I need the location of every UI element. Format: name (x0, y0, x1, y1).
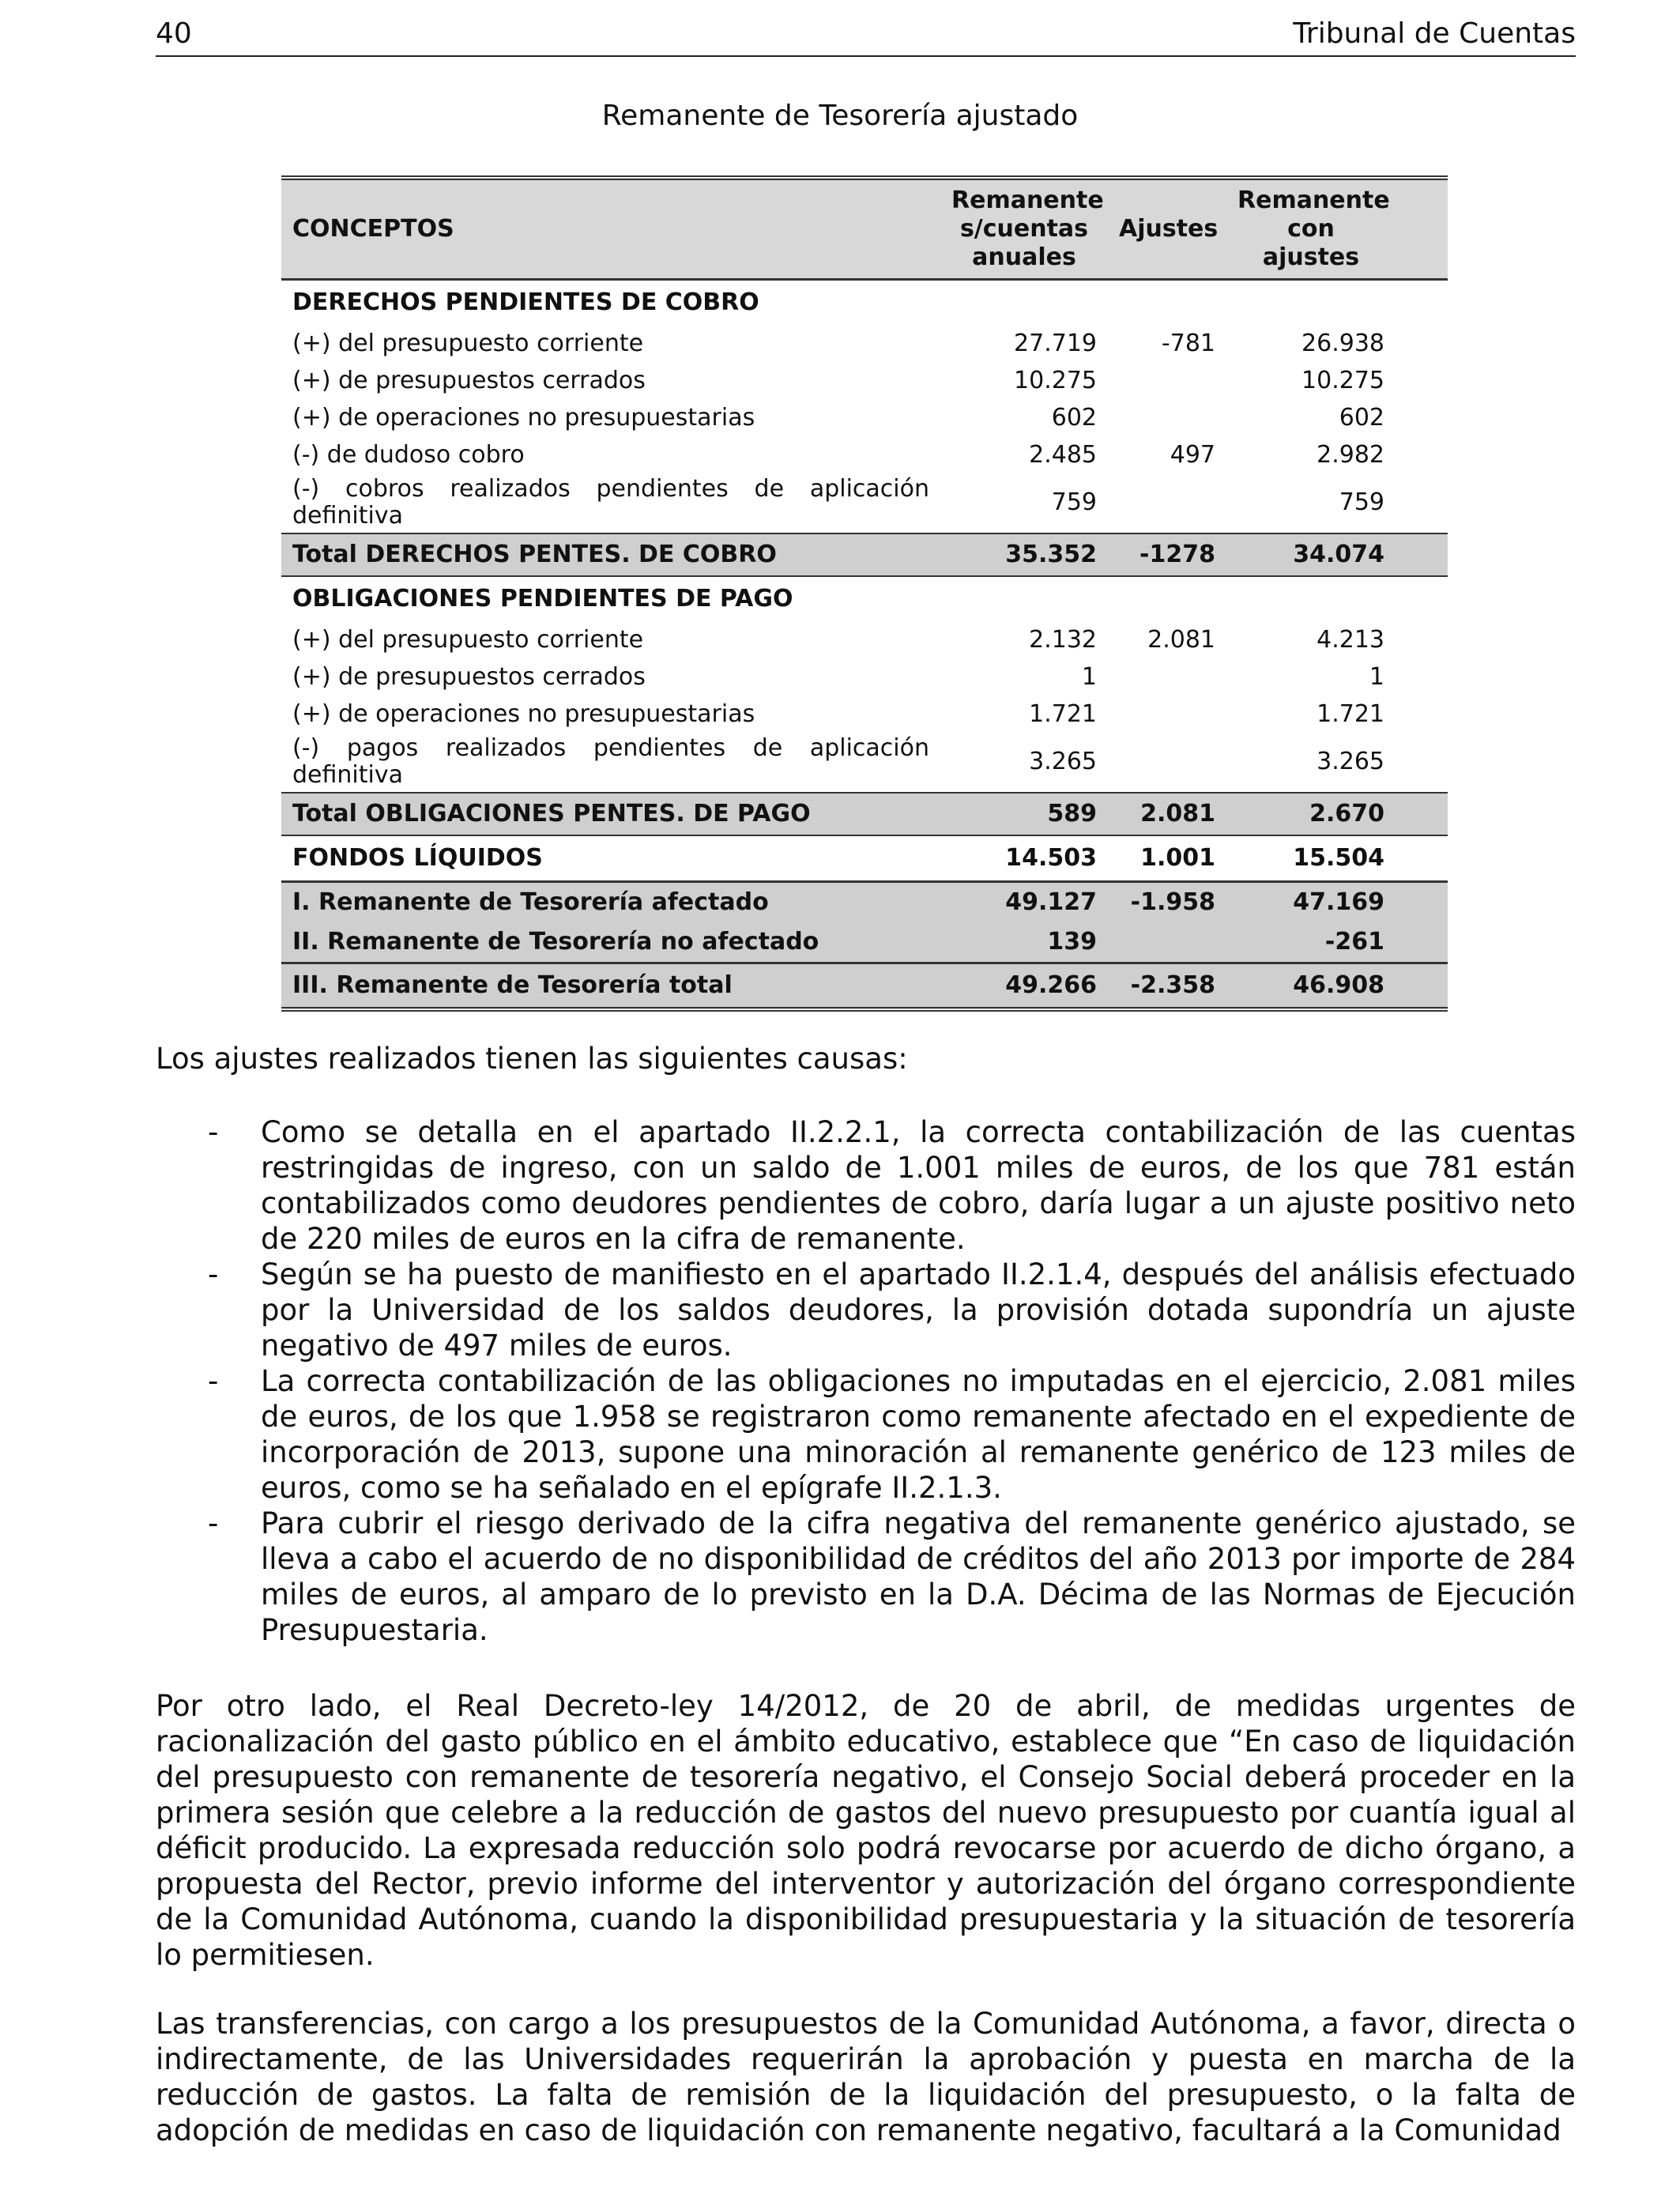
cell-concept: (+) de presupuestos cerrados (292, 366, 646, 394)
cell-remanente: 14.503 (940, 835, 1108, 882)
cell-ajustes (1108, 922, 1226, 963)
table-row (281, 399, 1448, 436)
cell-con-ajustes: 1 (1369, 662, 1384, 691)
cell-ajustes: -1278 (1108, 533, 1226, 576)
cell-concept: (+) del presupuesto corriente (292, 625, 644, 654)
bullet-dash: - (208, 1364, 219, 1398)
cell-remanente: 759 (1051, 488, 1097, 516)
table-row (281, 279, 1448, 325)
table-row (281, 436, 1448, 473)
cell-concept: (+) del presupuesto corriente (292, 329, 644, 357)
column-header-remanente: Remanente s/cuentas anuales (951, 186, 1104, 271)
cell-ajustes: 2.081 (1147, 625, 1215, 654)
table-row (281, 533, 1448, 576)
cell-remanente: 27.719 (1014, 329, 1097, 357)
list-item (156, 1506, 1576, 1648)
cell-ajustes (1108, 733, 1226, 793)
table-title: Remanente de Tesorería ajustado (601, 100, 1079, 132)
cell-ajustes (1108, 576, 1226, 621)
column-header-concepts: CONCEPTOS (292, 214, 454, 243)
cell-con-ajustes: 1.721 (1317, 699, 1384, 728)
paragraph: Por otro lado, el Real Decreto-ley 14/2012, de 20 de abril, de medidas urgentes de racionalización del gasto público en el ámbito educativo, establece que “En caso de liquidación del presupuesto con remanente de tesorería negativo, el Consejo Social deberá proceder en la primera sesión que celebre a la reducción de gastos del nuevo presupuesto por cuantía igual al déficit producido. La expresada reducción solo podrá revocarse por acuerdo de dicho órgano, a propuesta del Rector, previo informe del interventor y autorización del órgano correspondiente de la Comunidad Autónoma, cuando la disponibilidad presupuestaria y la situación de tesorería lo permitiesen. (156, 1689, 1576, 1972)
cell-remanente: 49.127 (940, 881, 1108, 922)
cell-concept: II. Remanente de Tesorería no afectado (281, 922, 940, 963)
cell-remanente (940, 576, 1108, 621)
bullet-dash: - (208, 1115, 219, 1149)
cell-remanente: 139 (940, 922, 1108, 963)
column-header-con-ajustes: Remanente con ajustes (1237, 186, 1390, 271)
page-number: 40 (156, 17, 192, 50)
cell-con-ajustes: 2.982 (1317, 440, 1384, 469)
cell-con-ajustes: -261 (1226, 922, 1448, 963)
table-row (281, 835, 1448, 882)
cell-ajustes (1108, 473, 1226, 533)
paragraph: Las transferencias, con cargo a los presupuestos de la Comunidad Autónoma, a favor, directa o indirectamente, de las Universidades requerirán la aprobación y puesta en marcha de la reducción de gastos. La falta de remisión de la liquidación del presupuesto, o la falta de adopción de medidas en caso de liquidación con remanente negativo, facultará a la Comunidad (156, 2007, 1576, 2147)
table-row (281, 733, 1448, 793)
cell-con-ajustes: 34.074 (1226, 533, 1448, 576)
list-item (156, 1257, 1576, 1363)
intro-text: Los ajustes realizados tienen las siguientes causas: (156, 1042, 908, 1076)
list-item-text: Para cubrir el riesgo derivado de la cifra negativa del remanente genérico ajustado, se lleva a cabo el acuerdo de no disponibilidad de créditos del año 2013 por importe de 284 miles de euros, al amparo de lo previsto en la D.A. Décima de las Normas de Ejecución Presupuestaria. (261, 1506, 1576, 1647)
table-row (281, 922, 1448, 963)
cell-remanente: 10.275 (1014, 366, 1097, 394)
cell-concept: (+) de operaciones no presupuestarias (292, 403, 755, 432)
cell-concept: (+) de operaciones no presupuestarias (292, 699, 755, 728)
cell-remanente: 602 (1051, 403, 1097, 432)
cell-concept: (+) de presupuestos cerrados (292, 662, 646, 691)
list-item (156, 1363, 1576, 1506)
cell-ajustes: -2.358 (1108, 963, 1226, 1009)
list-item-text: Como se detalla en el apartado II.2.2.1, la correcta contabilización de las cuentas restringidas de ingreso, con un saldo de 1.001 miles de euros, de los que 781 están contabilizados como deudores pendientes de cobro, daría lugar a un ajuste positivo neto de 220 miles de euros en la cifra de remanente. (261, 1115, 1576, 1256)
cell-ajustes (1108, 658, 1226, 696)
cell-concept: Total OBLIGACIONES PENTES. DE PAGO (281, 793, 940, 835)
cell-con-ajustes: 26.938 (1301, 329, 1384, 357)
bullet-dash: - (208, 1506, 219, 1540)
list-item-text: Según se ha puesto de manifiesto en el apartado II.2.1.4, después del análisis efectuado por la Universidad de los saldos deudores, la provisión dotada supondría un ajuste negativo de 497 miles de euros. (261, 1257, 1576, 1363)
table-row (281, 325, 1448, 362)
table-row (281, 963, 1448, 1009)
cell-concept: OBLIGACIONES PENDIENTES DE PAGO (292, 585, 793, 613)
table-row (281, 362, 1448, 399)
cell-remanente (940, 279, 1108, 325)
cell-concept: (-) de dudoso cobro (292, 440, 525, 469)
cell-ajustes: 1.001 (1108, 835, 1226, 882)
cell-remanente: 1.721 (1029, 699, 1097, 728)
cell-remanente: 2.132 (1029, 625, 1097, 654)
running-title: Tribunal de Cuentas (1293, 17, 1576, 50)
cell-con-ajustes: 602 (1339, 403, 1384, 432)
table-row (281, 881, 1448, 922)
cell-concept: III. Remanente de Tesorería total (281, 963, 940, 1009)
table-header-row (281, 178, 1448, 279)
cell-remanente: 1 (1081, 662, 1097, 691)
table-row (281, 793, 1448, 835)
cell-con-ajustes: 47.169 (1226, 881, 1448, 922)
cell-ajustes: 2.081 (1108, 793, 1226, 835)
table-row (281, 473, 1448, 533)
cell-remanente: 35.352 (940, 533, 1108, 576)
cell-con-ajustes: 759 (1339, 488, 1384, 516)
cell-concept: (-) pagos realizados pendientes de aplicación definitiva (292, 734, 929, 789)
cell-remanente: 589 (940, 793, 1108, 835)
cell-concept: I. Remanente de Tesorería afectado (281, 881, 940, 922)
cell-remanente: 2.485 (1029, 440, 1097, 469)
cell-ajustes (1108, 696, 1226, 733)
cell-con-ajustes: 4.213 (1317, 625, 1384, 654)
cell-remanente: 49.266 (940, 963, 1108, 1009)
list-item (156, 1114, 1576, 1257)
table-row (281, 658, 1448, 696)
remanente-table (281, 175, 1448, 1012)
table-row (281, 621, 1448, 658)
bullet-dash: - (208, 1257, 219, 1291)
cell-concept: Total DERECHOS PENTES. DE COBRO (281, 533, 940, 576)
cell-con-ajustes: 3.265 (1317, 748, 1384, 775)
page-header (156, 17, 1576, 57)
cell-concept: (-) cobros realizados pendientes de aplicación definitiva (292, 475, 929, 530)
cell-ajustes: -1.958 (1108, 881, 1226, 922)
table-body (281, 279, 1448, 1009)
cell-ajustes: 497 (1170, 440, 1215, 469)
cell-con-ajustes: 2.670 (1226, 793, 1448, 835)
column-header-ajustes: Ajustes (1119, 214, 1219, 243)
cell-ajustes (1108, 362, 1226, 399)
cell-con-ajustes: 10.275 (1301, 366, 1384, 394)
list-item-text: La correcta contabilización de las obligaciones no imputadas en el ejercicio, 2.081 miles de euros, de los que 1.958 se registraron como remanente afectado en el expediente de incorporación de 2013, supone una minoración al remanente genérico de 123 miles de euros, como se ha señalado en el epígrafe II.2.1.3. (261, 1364, 1576, 1505)
cell-ajustes (1108, 279, 1226, 325)
cell-con-ajustes (1226, 576, 1448, 621)
table-row (281, 576, 1448, 621)
adjustment-causes-list (156, 1114, 1576, 1648)
cell-ajustes: -781 (1161, 329, 1215, 357)
cell-remanente: 3.265 (1029, 748, 1097, 775)
cell-con-ajustes: 46.908 (1226, 963, 1448, 1009)
cell-concept: FONDOS LÍQUIDOS (281, 835, 940, 882)
cell-concept: DERECHOS PENDIENTES DE COBRO (292, 288, 759, 316)
cell-ajustes (1108, 399, 1226, 436)
table-row (281, 696, 1448, 733)
cell-con-ajustes: 15.504 (1226, 835, 1448, 882)
cell-con-ajustes (1226, 279, 1448, 325)
